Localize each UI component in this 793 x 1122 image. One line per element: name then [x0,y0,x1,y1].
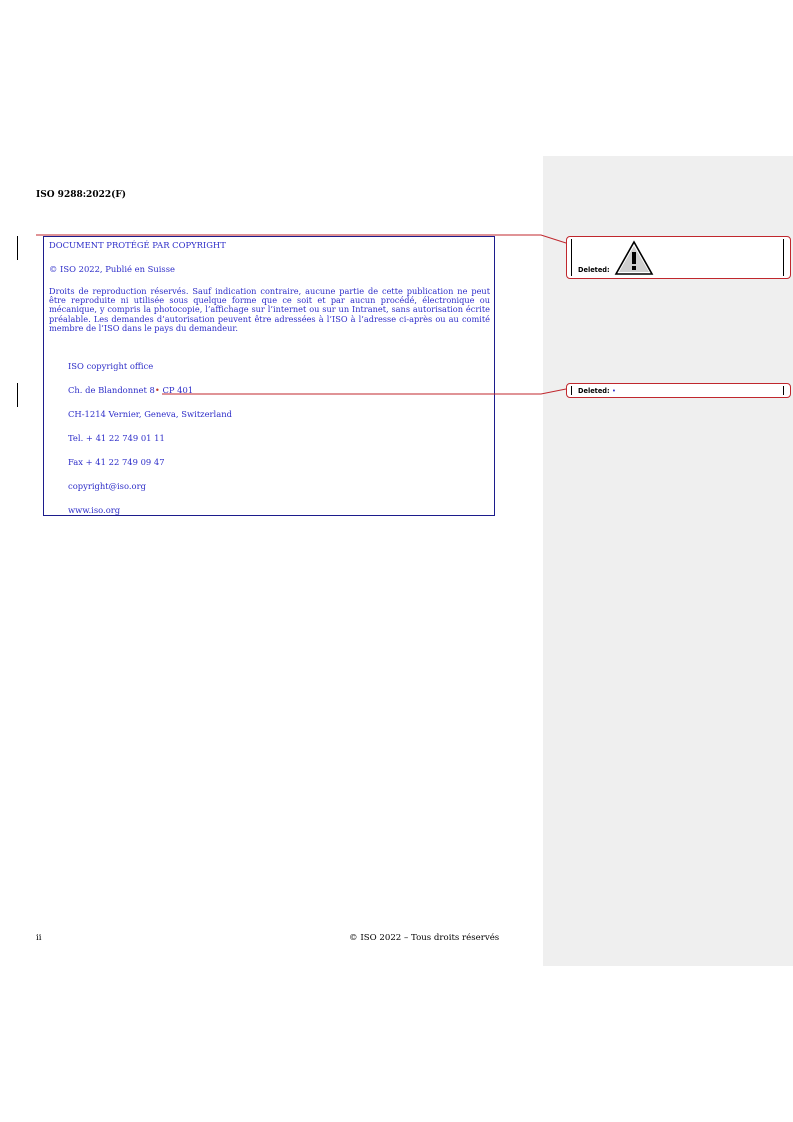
deleted-label: Deleted: • [578,387,616,395]
footer-copyright: © ISO 2022 – Tous droits réservés [349,933,500,943]
change-bar [17,383,18,407]
deleted-balloon-2[interactable] [566,383,791,398]
change-bar [17,236,18,260]
telephone-line: Tel. + 41 22 749 01 11 [68,433,165,443]
email-link[interactable]: copyright@iso.org [68,481,146,491]
city-line: CH-1214 Vernier, Geneva, Switzerland [68,409,232,419]
deleted-bullet-mark: • [154,385,160,395]
balloon-change-bar [783,386,784,395]
balloon-change-bar [571,386,572,395]
street-address [68,385,193,395]
copyright-office: ISO copyright office [68,361,154,371]
document-header-title: ISO 9288:2022(F) [36,190,127,200]
warning-icon [614,240,654,276]
rights-paragraph: Droits de reproduction réservés. Sauf indication contraire, aucune partie de cette publication ne peut être reproduite ni utilisée sous quelque forme que ce soit et par aucun procédé, électronique ou mécanique, y compris la photocopie, l’affichage sur l’internet ou sur un Intranet, sans autorisation écrite préalable. Les demandes d’autorisation peuvent être adressées à l’ISO à l’adresse ci-après ou au comité membre de l’ISO dans le pays du demandeur. [49,286,490,333]
balloon-change-bar [783,239,784,276]
website-link[interactable]: www.iso.org [68,505,121,515]
publication-line: © ISO 2022, Publié en Suisse [49,264,175,274]
deleted-bullet-content: • [611,387,616,395]
street-part-2: CP 401 [159,385,194,395]
street-part-1: Ch. de Blandonnet 8 [68,385,155,395]
copyright-heading: DOCUMENT PROTÉGÉ PAR COPYRIGHT [49,240,226,250]
balloon-change-bar [571,239,572,276]
fax-line: Fax + 41 22 749 09 47 [68,457,165,467]
deleted-label: Deleted: [578,266,610,274]
deleted-balloon-1[interactable] [566,236,791,279]
page-number: ii [36,933,42,943]
copyright-box [43,236,495,516]
